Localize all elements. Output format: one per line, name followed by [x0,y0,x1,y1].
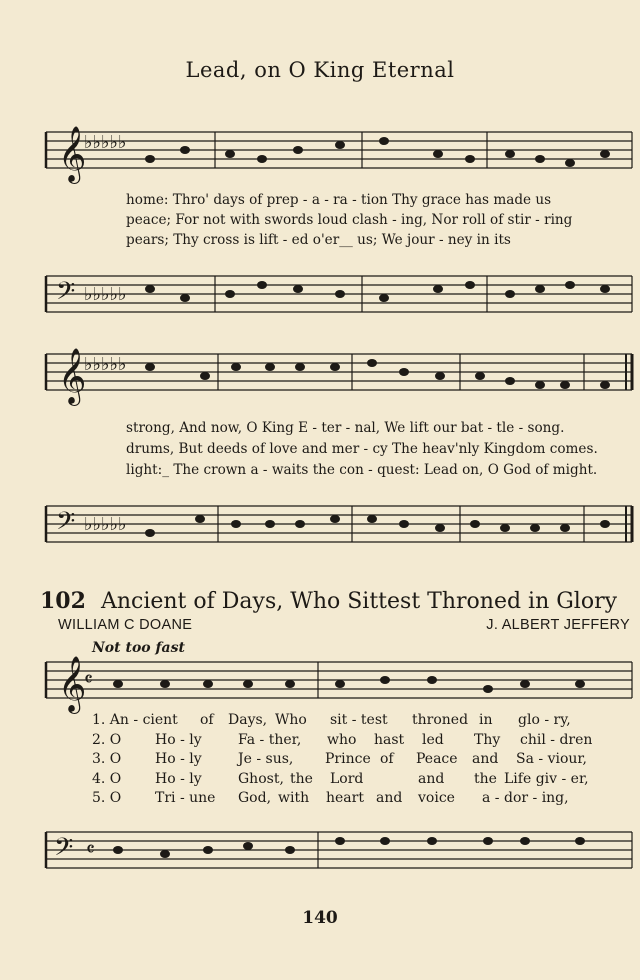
syllable: with [278,790,310,806]
lyric-line-3: pears; Thy cross is lift - ed o'er__ us; We jour - ney in its [126,232,511,248]
staff-system2-bass [0,492,640,562]
lyric-line-6: light:_ The crown a - waits the con - quest: Lead on, O God of might. [126,462,598,478]
syllable: voice [418,790,455,806]
syllable: Peace [416,751,458,767]
staff-lines [0,340,640,410]
staff-lines [0,650,640,720]
lyric-line-1: home: Thro' days of prep - a - ra - tion Thy grace has made us [126,192,552,208]
staff-hymn102-bass [0,820,640,892]
verse-1 [0,712,640,732]
syllable: in [479,712,493,728]
syllable: Ghost, [238,771,284,787]
syllable: who [327,732,357,748]
syllable: the [474,771,497,787]
verse-4 [0,771,640,791]
syllable: Prince [325,751,371,767]
syllable: the [290,771,313,787]
staff-hymn102-treble [0,650,640,720]
bass-clef-icon: 𝄢 [56,507,76,542]
notes-group-5 [113,676,585,693]
syllable: Je - sus, [238,751,294,767]
syllable: 4. O [92,771,122,787]
syllable: throned [412,712,469,728]
hymn-title-lead-on: Lead, on O King Eternal [185,58,455,82]
notes-group-6 [113,837,585,858]
staff-lines [0,262,640,332]
syllable: Days, [228,712,268,728]
hymn-title-ancient-of-days: Ancient of Days, Who Sittest Throned in Glory [100,589,618,614]
syllable: and [418,771,445,787]
syllable: Ho - ly [155,732,202,748]
syllable: sit - test [330,712,388,728]
syllable: hast [374,732,405,748]
syllable: Fa - ther, [238,732,302,748]
syllable: Lord [330,771,364,787]
verse-3 [0,751,640,771]
syllable: chil - dren [520,732,593,748]
bass-clef-icon: 𝄢 [54,833,74,868]
syllable: Sa - viour, [516,751,588,767]
syllable: 1. An - cient [92,712,178,728]
svg-text:♭♭♭♭♭: ♭♭♭♭♭ [84,514,127,535]
syllable: and [472,751,499,767]
staff-lines [0,492,640,562]
syllable: Who [275,712,307,728]
syllable: 2. O [92,732,122,748]
syllable: 5. O [92,790,122,806]
staff-system1-bass [0,262,640,332]
lyric-line-5: drums, But deeds of love and mer - cy The heav'nly Kingdom comes. [126,441,598,457]
syllable: Thy [474,732,501,748]
common-time-icon: 𝄴 [84,667,93,691]
staff-lines [0,820,640,892]
syllable: a - dor - ing, [482,790,569,806]
svg-text:♭♭♭♭♭: ♭♭♭♭♭ [84,284,127,305]
treble-clef-icon: 𝄞 [58,126,87,182]
hymn-number: 102 [40,588,86,614]
bass-clef-icon: 𝄢 [56,277,76,312]
syllable: led [422,732,444,748]
tempo-marking: Not too fast [92,640,185,656]
music-author: J. ALBERT JEFFERY [486,617,630,633]
treble-clef-icon: 𝄞 [58,656,87,712]
lyric-line-4: strong, And now, O King E - ter - nal, We lift our bat - tle - song. [126,420,565,436]
syllable: Ho - ly [155,751,202,767]
hymn-102-heading [40,588,618,614]
verse-5 [0,790,640,810]
syllable: Life giv - er, [504,771,589,787]
svg-text:♭♭♭♭♭: ♭♭♭♭♭ [84,132,127,153]
common-time-icon: 𝄴 [86,837,95,861]
treble-clef-icon: 𝄞 [58,348,87,404]
staff-lines [0,118,640,188]
syllable: God, [238,790,272,806]
syllable: Tri - une [155,790,216,806]
syllable: of [200,712,214,728]
lyric-line-2: peace; For not with swords loud clash - ing, Nor roll of stir - ring [126,212,573,228]
syllable: 3. O [92,751,122,767]
verse-2 [0,732,640,752]
svg-text:♭♭♭♭♭: ♭♭♭♭♭ [84,354,127,375]
page-number: 140 [302,908,338,928]
syllable: of [380,751,394,767]
notes-group-4 [145,515,610,537]
syllable: and [376,790,403,806]
staff-system1-treble [0,118,640,188]
words-author: WILLIAM C DOANE [58,617,193,633]
syllable: Ho - ly [155,771,202,787]
syllable: glo - ry, [518,712,571,728]
staff-system2-treble [0,340,640,410]
syllable: heart [326,790,364,806]
